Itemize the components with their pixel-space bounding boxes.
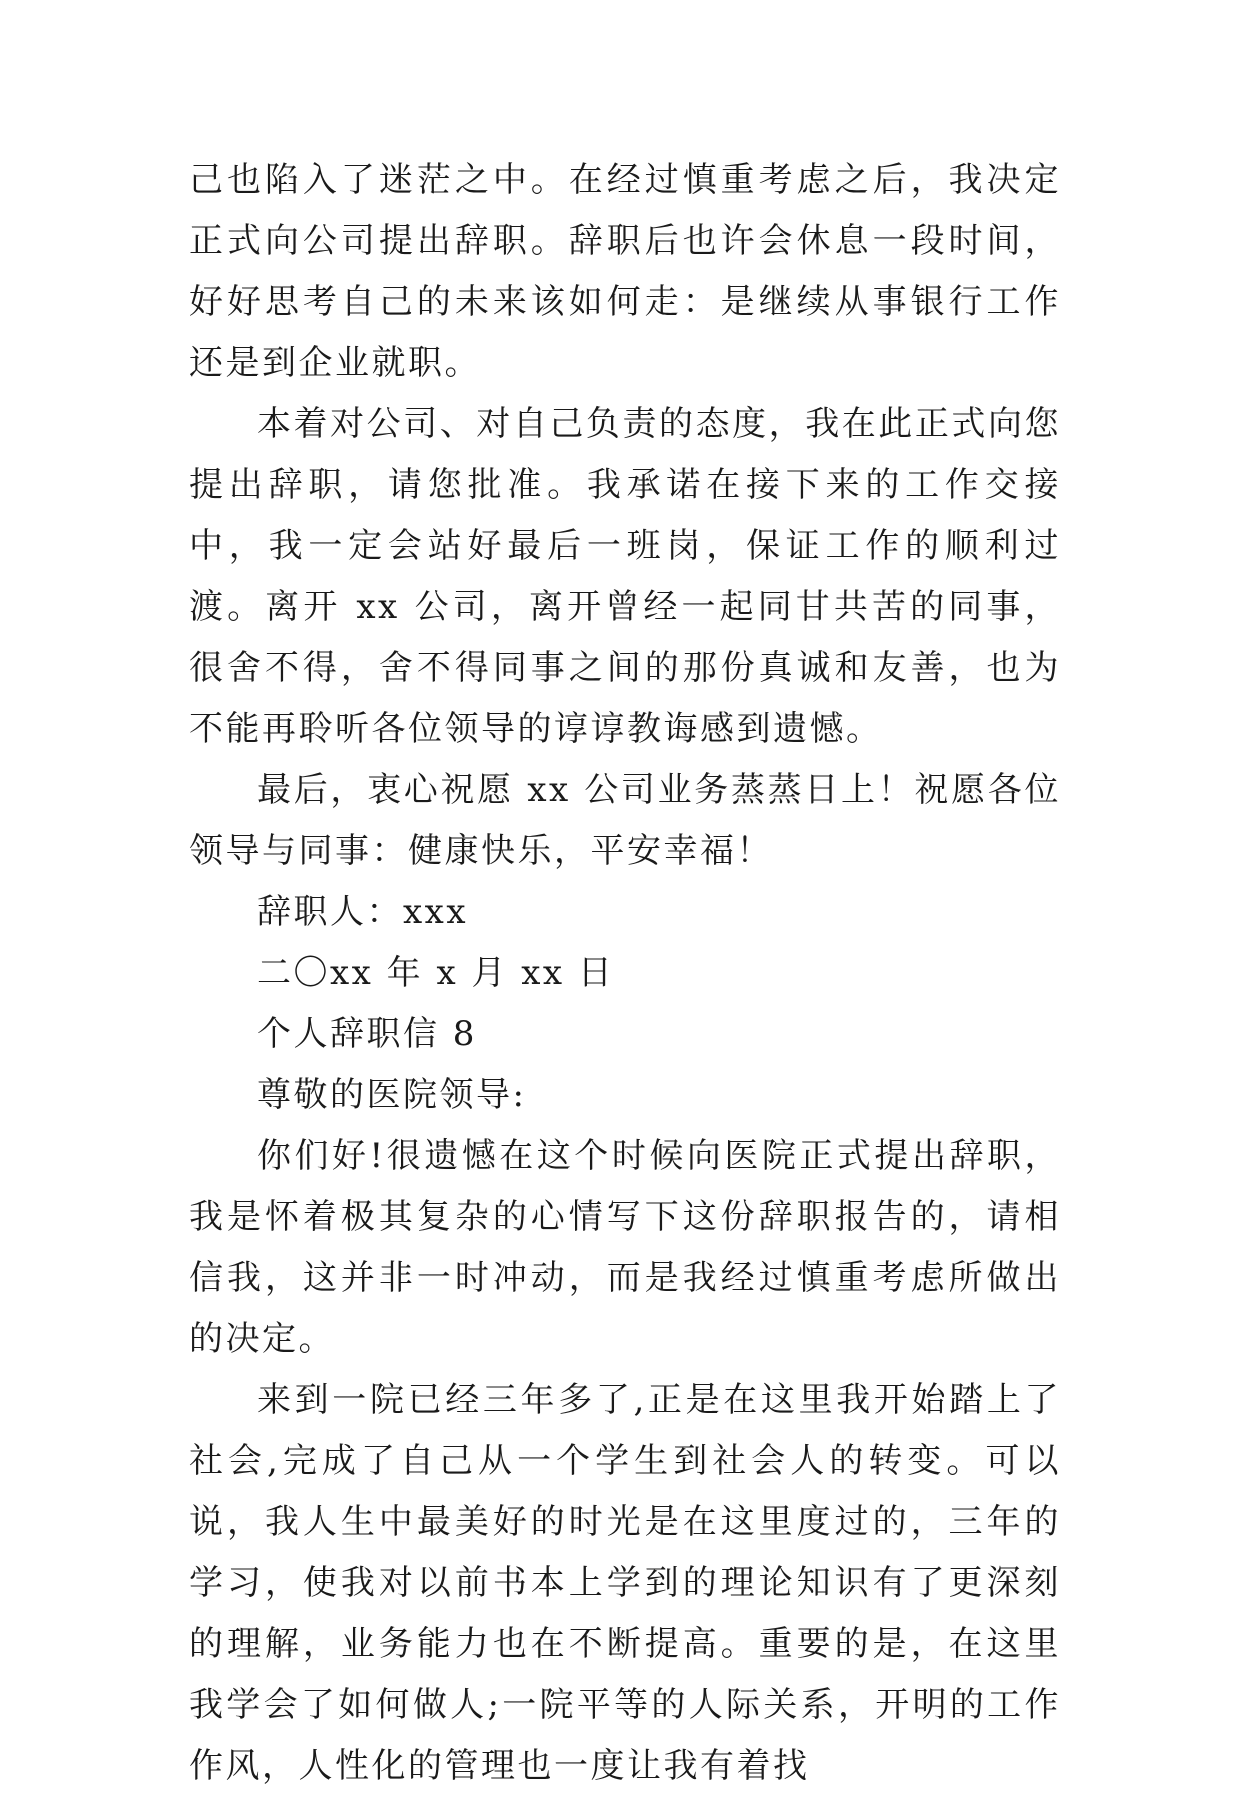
paragraph-responsibility: 本着对公司、对自己负责的态度，我在此正式向您提出辞职，请您批准。我承诺在接下来的工作交接中，我一定会站好最后一班岗，保证工作的顺利过渡。离开 xx 公司，离开曾经一起同甘共苦的同事，很舍不得，舍不得同事之间的那份真诚和友善，也为不能再聆听各位领导的谆谆教诲感到遗憾。 (189, 404, 1061, 749)
paragraph-closing-wishes: 最后，衷心祝愿 xx 公司业务蒸蒸日上！祝愿各位领导与同事：健康快乐，平安幸福！ (189, 770, 1061, 871)
paragraph-greeting: 你们好!很遗憾在这个时候向医院正式提出辞职，我是怀着极其复杂的心情写下这份辞职报告的，请相信我，这并非一时冲动，而是我经过慎重考虑所做出的决定。 (189, 1136, 1061, 1359)
paragraph-continuation: 己也陷入了迷茫之中。在经过慎重考虑之后，我决定正式向公司提出辞职。辞职后也许会休息一段时间，好好思考自己的未来该如何走：是继续从事银行工作还是到企业就职。 (189, 160, 1061, 383)
salutation: 尊敬的医院领导: (257, 1075, 527, 1115)
paragraph-experience: 来到一院已经三年多了,正是在这里我开始踏上了社会,完成了自己从一个学生到社会人的转变。可以说，我人生中最美好的时光是在这里度过的，三年的学习，使我对以前书本上学到的理论知识有了更深刻的理解，业务能力也在不断提高。重要的是，在这里我学会了如何做人;一院平等的人际关系，开明的工作作风，人性化的管理也一度让我有着找 (189, 1380, 1061, 1786)
date-line: 二〇xx 年 x 月 xx 日 (257, 953, 615, 993)
section-heading: 个人辞职信 8 (257, 1014, 477, 1054)
signature-line: 辞职人：xxx (257, 892, 469, 932)
document-body (189, 150, 1061, 1797)
